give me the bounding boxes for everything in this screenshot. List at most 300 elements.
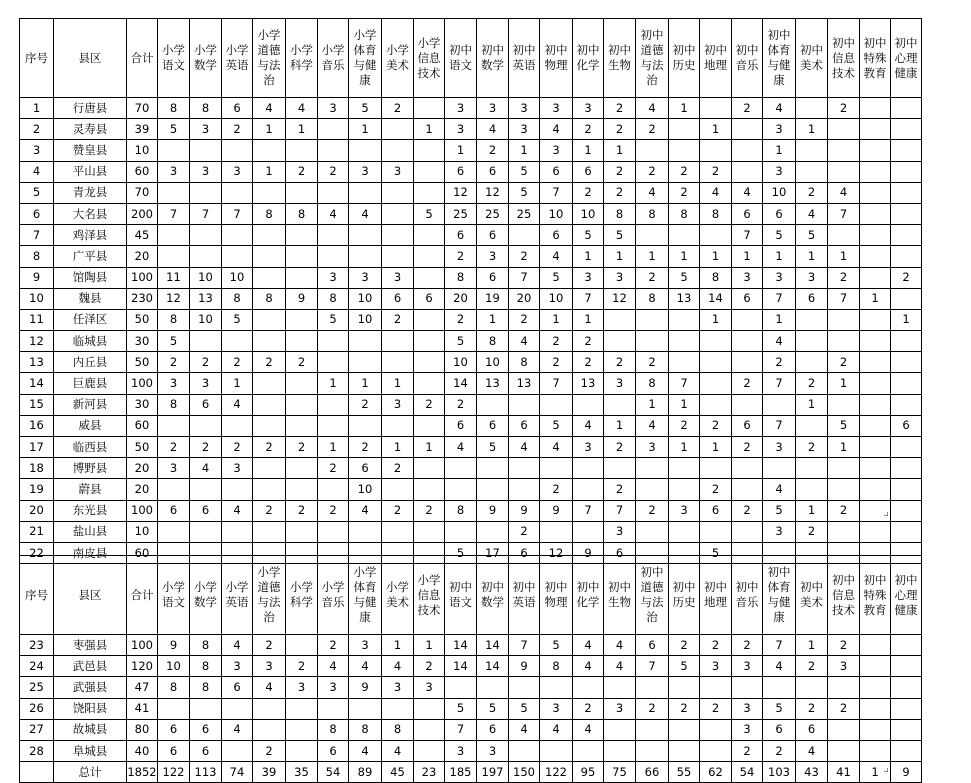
row-number: 9 — [20, 267, 54, 288]
table-row — [20, 161, 922, 182]
county-name: 鸡泽县 — [54, 225, 127, 246]
table-cell: 2 — [318, 635, 349, 656]
table-cell: 25 — [445, 203, 477, 224]
table-cell: 4 — [573, 415, 604, 436]
column-header: 初中地理 — [700, 556, 732, 635]
table-cell: 5 — [477, 437, 509, 458]
table-cell: 5 — [158, 119, 190, 140]
table-cell — [636, 140, 669, 161]
table-cell: 2 — [636, 352, 669, 373]
table-cell: 8 — [382, 719, 414, 740]
table-cell — [190, 331, 222, 352]
table-cell — [414, 309, 445, 330]
county-name: 盐山县 — [54, 521, 127, 542]
table-cell: 3 — [540, 698, 573, 719]
row-number: 22 — [20, 542, 54, 563]
table-cell — [669, 331, 700, 352]
table-cell — [891, 656, 922, 677]
county-name: 总计 — [54, 762, 127, 783]
table-cell: 6 — [477, 267, 509, 288]
table-cell — [669, 225, 700, 246]
table-cell: 2 — [318, 458, 349, 479]
table-cell — [477, 521, 509, 542]
table-cell — [828, 119, 860, 140]
table-cell: 6 — [318, 740, 349, 761]
table-cell: 8 — [509, 352, 540, 373]
table-cell — [700, 140, 732, 161]
table-cell — [828, 331, 860, 352]
table-cell: 2 — [253, 500, 286, 521]
column-header: 初中语文 — [445, 19, 477, 98]
table-cell: 3 — [573, 98, 604, 119]
table-cell — [636, 309, 669, 330]
table-cell — [158, 140, 190, 161]
table-cell: 122 — [158, 762, 190, 783]
table-cell: 2 — [636, 161, 669, 182]
row-number: 10 — [20, 288, 54, 309]
table-cell: 1 — [860, 288, 891, 309]
table-cell: 9 — [509, 656, 540, 677]
table-cell — [509, 479, 540, 500]
table-cell: 1 — [318, 373, 349, 394]
table-cell — [860, 719, 891, 740]
table-cell: 2 — [700, 161, 732, 182]
table-cell — [222, 479, 253, 500]
table-cell — [253, 479, 286, 500]
table-cell — [318, 479, 349, 500]
table-cell: 6 — [445, 415, 477, 436]
table-cell: 2 — [222, 352, 253, 373]
table-cell: 2 — [636, 267, 669, 288]
table-cell — [891, 740, 922, 761]
table-cell: 8 — [158, 98, 190, 119]
row-total: 230 — [127, 288, 158, 309]
table-cell — [190, 521, 222, 542]
column-header: 初中地理 — [700, 19, 732, 98]
table-cell: 8 — [349, 719, 382, 740]
table-cell — [700, 331, 732, 352]
table-cell: 4 — [509, 331, 540, 352]
table-cell: 5 — [445, 331, 477, 352]
county-name: 巨鹿县 — [54, 373, 127, 394]
table-cell — [828, 140, 860, 161]
table-cell: 8 — [669, 203, 700, 224]
table-cell: 6 — [477, 161, 509, 182]
table-cell — [891, 521, 922, 542]
table-cell: 4 — [477, 119, 509, 140]
table-cell: 9 — [573, 542, 604, 563]
table-cell: 6 — [158, 719, 190, 740]
table-cell — [286, 309, 318, 330]
table-cell — [253, 182, 286, 203]
county-name: 蔚县 — [54, 479, 127, 500]
table-cell: 4 — [222, 394, 253, 415]
row-total: 120 — [127, 656, 158, 677]
table-cell — [349, 331, 382, 352]
table-cell: 3 — [828, 656, 860, 677]
table-cell: 5 — [763, 225, 796, 246]
table-cell: 7 — [763, 373, 796, 394]
table-cell: 4 — [253, 677, 286, 698]
column-header: 初中特殊教育 — [860, 556, 891, 635]
table-cell: 2 — [604, 161, 636, 182]
table-cell — [318, 394, 349, 415]
table-cell — [414, 415, 445, 436]
table-cell: 2 — [382, 500, 414, 521]
table-cell: 4 — [763, 98, 796, 119]
table-cell: 6 — [604, 542, 636, 563]
table-cell: 74 — [222, 762, 253, 783]
table-cell: 1 — [700, 246, 732, 267]
table-cell — [158, 246, 190, 267]
table-cell — [222, 225, 253, 246]
county-name: 南皮县 — [54, 542, 127, 563]
table-cell — [796, 309, 828, 330]
row-total: 10 — [127, 140, 158, 161]
table-cell: 3 — [318, 98, 349, 119]
table-row — [20, 288, 922, 309]
table-cell: 6 — [732, 203, 763, 224]
column-header: 初中化学 — [573, 19, 604, 98]
table-cell: 12 — [604, 288, 636, 309]
table-row — [20, 394, 922, 415]
table-cell — [318, 225, 349, 246]
column-header: 初中物理 — [540, 19, 573, 98]
column-header: 初中历史 — [669, 556, 700, 635]
table-cell — [414, 98, 445, 119]
table-cell: 2 — [796, 698, 828, 719]
table-cell — [860, 203, 891, 224]
table-cell: 4 — [732, 182, 763, 203]
table-cell: 2 — [414, 500, 445, 521]
county-name: 魏县 — [54, 288, 127, 309]
table-cell: 2 — [669, 415, 700, 436]
table-cell: 4 — [540, 119, 573, 140]
table-cell: 2 — [573, 331, 604, 352]
table-cell — [796, 479, 828, 500]
column-header: 小学体育与健康 — [349, 556, 382, 635]
table-cell: 3 — [222, 656, 253, 677]
column-header: 初中生物 — [604, 19, 636, 98]
table-cell — [860, 656, 891, 677]
table-cell: 1 — [477, 309, 509, 330]
table-cell — [636, 719, 669, 740]
column-header: 初中美术 — [796, 19, 828, 98]
table-cell: 4 — [222, 500, 253, 521]
table-cell: 3 — [382, 161, 414, 182]
table-cell: 5 — [796, 225, 828, 246]
table-cell: 6 — [190, 719, 222, 740]
table-cell — [828, 458, 860, 479]
table-cell: 1 — [573, 140, 604, 161]
table-cell: 4 — [509, 719, 540, 740]
table-cell: 6 — [763, 719, 796, 740]
table-cell — [286, 182, 318, 203]
column-header: 小学美术 — [382, 19, 414, 98]
table-cell — [318, 140, 349, 161]
row-number: 15 — [20, 394, 54, 415]
total-row — [20, 762, 922, 783]
table-cell: 3 — [700, 656, 732, 677]
table-cell: 4 — [349, 203, 382, 224]
table-cell — [604, 719, 636, 740]
table-cell: 5 — [445, 698, 477, 719]
table-cell — [828, 479, 860, 500]
table-cell — [860, 521, 891, 542]
table-cell: 1 — [700, 119, 732, 140]
row-number — [20, 762, 54, 783]
table-cell: 3 — [509, 119, 540, 140]
table-cell: 3 — [763, 267, 796, 288]
table-cell: 5 — [669, 656, 700, 677]
table-cell — [286, 246, 318, 267]
table-cell: 13 — [190, 288, 222, 309]
table-cell — [891, 352, 922, 373]
table-cell — [636, 225, 669, 246]
table-cell — [636, 458, 669, 479]
table-row — [20, 656, 922, 677]
table-cell — [253, 394, 286, 415]
table-cell — [509, 458, 540, 479]
table-cell — [382, 203, 414, 224]
table-cell: 1 — [573, 246, 604, 267]
table-cell: 7 — [222, 203, 253, 224]
table-cell — [860, 394, 891, 415]
column-header: 序号 — [20, 556, 54, 635]
table-cell — [860, 182, 891, 203]
table-cell — [445, 521, 477, 542]
row-number: 12 — [20, 331, 54, 352]
table-cell — [158, 698, 190, 719]
table-cell: 62 — [700, 762, 732, 783]
row-total: 60 — [127, 415, 158, 436]
table-cell — [253, 267, 286, 288]
row-total: 80 — [127, 719, 158, 740]
table-cell — [891, 161, 922, 182]
table-cell: 41 — [828, 762, 860, 783]
table-cell: 10 — [445, 352, 477, 373]
table-cell: 4 — [763, 479, 796, 500]
table-cell: 39 — [253, 762, 286, 783]
table-cell: 5 — [222, 309, 253, 330]
table-cell: 8 — [604, 203, 636, 224]
row-number: 25 — [20, 677, 54, 698]
table-cell — [477, 458, 509, 479]
table-cell — [286, 458, 318, 479]
table-cell: 2 — [604, 98, 636, 119]
table-cell — [414, 719, 445, 740]
table-cell — [700, 521, 732, 542]
column-header: 合计 — [127, 556, 158, 635]
table-cell — [700, 394, 732, 415]
table-cell: 6 — [477, 415, 509, 436]
table-cell — [732, 479, 763, 500]
table-cell: 1 — [573, 309, 604, 330]
table-cell — [891, 719, 922, 740]
table-cell: 10 — [158, 656, 190, 677]
table-cell: 1 — [828, 373, 860, 394]
page-corner-mark — [884, 768, 888, 772]
table-cell — [828, 394, 860, 415]
table-cell: 2 — [253, 740, 286, 761]
row-total: 70 — [127, 98, 158, 119]
table-cell — [604, 331, 636, 352]
table-cell: 3 — [604, 373, 636, 394]
table-cell — [477, 479, 509, 500]
row-total: 20 — [127, 246, 158, 267]
table-cell: 3 — [573, 267, 604, 288]
table-cell: 3 — [382, 394, 414, 415]
table-cell — [700, 677, 732, 698]
table-cell: 2 — [732, 437, 763, 458]
table-cell — [382, 140, 414, 161]
table-cell: 14 — [477, 656, 509, 677]
table-cell: 13 — [573, 373, 604, 394]
row-number: 5 — [20, 182, 54, 203]
table-cell: 8 — [158, 394, 190, 415]
table-cell: 3 — [445, 98, 477, 119]
column-header: 小学科学 — [286, 556, 318, 635]
table-cell: 10 — [540, 288, 573, 309]
table-cell: 4 — [349, 656, 382, 677]
row-number: 27 — [20, 719, 54, 740]
table-cell: 6 — [158, 740, 190, 761]
table-cell: 5 — [477, 698, 509, 719]
column-header: 初中音乐 — [732, 556, 763, 635]
table-cell: 23 — [414, 762, 445, 783]
table-cell: 1 — [253, 119, 286, 140]
table-cell: 1 — [732, 246, 763, 267]
table-row — [20, 635, 922, 656]
table-cell — [732, 119, 763, 140]
table-cell: 4 — [636, 98, 669, 119]
table-cell — [573, 458, 604, 479]
table-cell — [763, 677, 796, 698]
column-header: 初中英语 — [509, 19, 540, 98]
table-cell — [669, 458, 700, 479]
table-cell — [891, 437, 922, 458]
column-header: 县区 — [54, 19, 127, 98]
table-cell: 3 — [190, 373, 222, 394]
table-cell — [763, 458, 796, 479]
table-cell: 2 — [604, 119, 636, 140]
table-cell — [414, 521, 445, 542]
table-cell — [669, 479, 700, 500]
table-cell: 4 — [222, 635, 253, 656]
row-number: 18 — [20, 458, 54, 479]
table-cell — [860, 161, 891, 182]
table-cell: 3 — [382, 267, 414, 288]
table-cell — [891, 373, 922, 394]
county-name: 威县 — [54, 415, 127, 436]
table-cell: 5 — [349, 98, 382, 119]
table-cell — [860, 479, 891, 500]
table-cell — [158, 479, 190, 500]
table-cell: 2 — [669, 635, 700, 656]
table-cell: 6 — [158, 500, 190, 521]
table-cell: 4 — [796, 740, 828, 761]
table-cell: 6 — [222, 98, 253, 119]
table-cell: 2 — [669, 182, 700, 203]
table-cell: 1 — [700, 309, 732, 330]
row-number: 4 — [20, 161, 54, 182]
table-cell — [604, 740, 636, 761]
table-row — [20, 98, 922, 119]
column-header: 小学数学 — [190, 19, 222, 98]
row-number: 2 — [20, 119, 54, 140]
county-name: 新河县 — [54, 394, 127, 415]
table-cell — [477, 394, 509, 415]
table-cell: 5 — [763, 500, 796, 521]
table-cell — [253, 225, 286, 246]
table-cell — [860, 98, 891, 119]
table-cell: 2 — [573, 698, 604, 719]
table-cell: 5 — [509, 698, 540, 719]
table-cell — [860, 225, 891, 246]
table-cell: 5 — [763, 698, 796, 719]
table-cell: 3 — [445, 119, 477, 140]
county-name: 广平县 — [54, 246, 127, 267]
table-cell: 2 — [669, 161, 700, 182]
table-row — [20, 267, 922, 288]
table-cell: 8 — [445, 267, 477, 288]
table-cell: 3 — [763, 161, 796, 182]
table-cell: 7 — [190, 203, 222, 224]
table-cell — [414, 161, 445, 182]
table-cell — [796, 415, 828, 436]
table-row — [20, 437, 922, 458]
table-cell — [445, 677, 477, 698]
table-cell — [158, 225, 190, 246]
table-row — [20, 373, 922, 394]
table-cell: 1 — [796, 500, 828, 521]
table-cell — [318, 246, 349, 267]
table-cell — [891, 479, 922, 500]
table-cell: 8 — [445, 500, 477, 521]
table-cell: 4 — [540, 246, 573, 267]
table-cell — [891, 182, 922, 203]
column-header: 小学道德与法治 — [253, 19, 286, 98]
table-cell: 6 — [796, 719, 828, 740]
table-cell: 2 — [573, 352, 604, 373]
table-cell — [796, 140, 828, 161]
table-cell — [860, 500, 891, 521]
row-total: 100 — [127, 500, 158, 521]
teacher-allocation-table-2 — [19, 555, 922, 783]
table-cell: 1 — [669, 437, 700, 458]
row-total: 50 — [127, 309, 158, 330]
table-cell — [796, 161, 828, 182]
county-name: 任泽区 — [54, 309, 127, 330]
row-total: 40 — [127, 740, 158, 761]
table-cell — [509, 225, 540, 246]
table-cell: 2 — [604, 479, 636, 500]
table-cell — [636, 479, 669, 500]
table-cell: 3 — [604, 698, 636, 719]
table-cell: 5 — [540, 415, 573, 436]
table-cell: 3 — [604, 267, 636, 288]
table-cell: 8 — [540, 656, 573, 677]
table-cell: 6 — [732, 415, 763, 436]
table-cell: 9 — [540, 500, 573, 521]
table-cell: 2 — [700, 415, 732, 436]
table-cell: 3 — [382, 677, 414, 698]
table-cell — [828, 719, 860, 740]
table-cell — [732, 521, 763, 542]
row-number: 17 — [20, 437, 54, 458]
table-cell — [828, 521, 860, 542]
table-header-row — [20, 556, 922, 635]
